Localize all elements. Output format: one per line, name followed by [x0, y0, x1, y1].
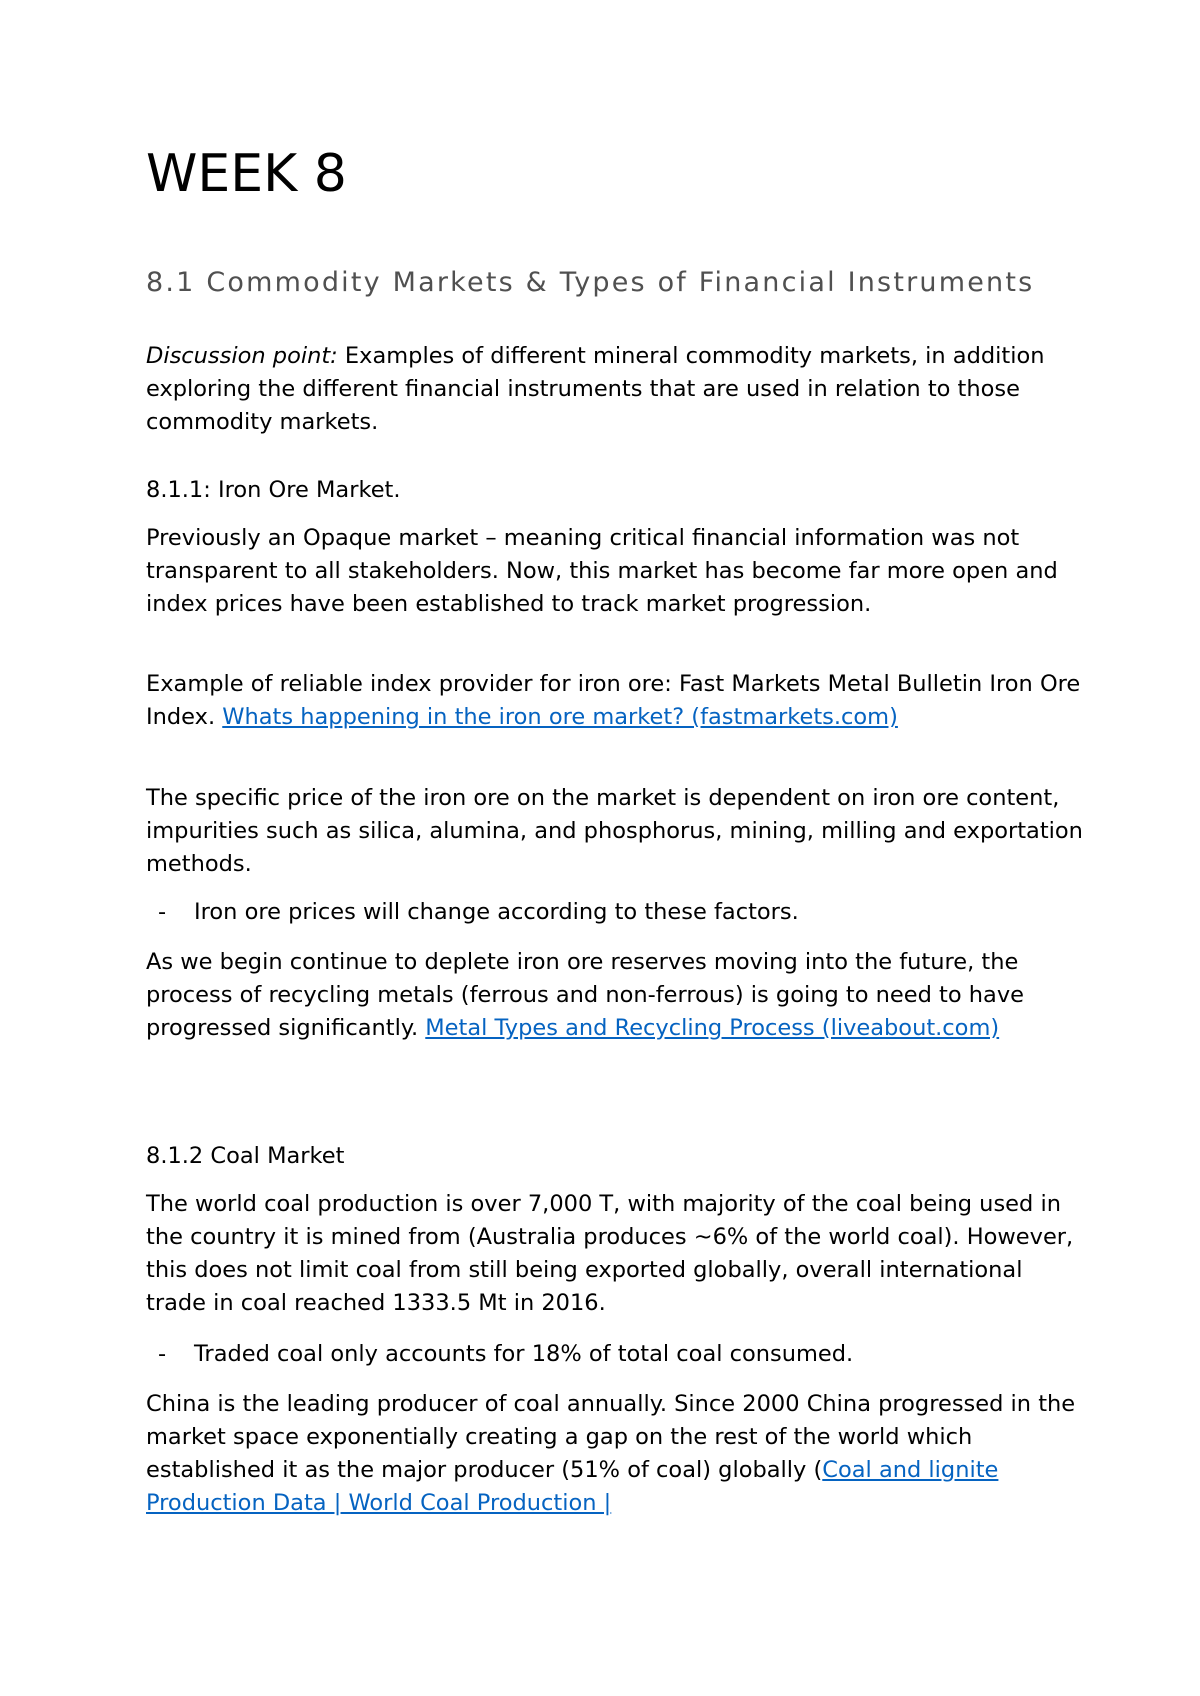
discussion-text: Examples of different mineral commodity markets, in addition exploring the different financial instruments that are used in relation to those commodity markets.	[146, 343, 1045, 435]
section-heading: 8.1 Commodity Markets & Types of Financial Instruments	[146, 267, 1035, 298]
iron-ore-paragraph-2	[146, 668, 1086, 734]
coal-paragraph-2-text: China is the leading producer of coal annually. Since 2000 China progressed in the market space exponentially creating a gap on the rest of the world which established it as the major producer (51% of coal) globally (	[146, 1391, 1076, 1483]
week-title: WEEK 8	[146, 144, 347, 204]
iron-ore-paragraph-2-text: Example of reliable index provider for iron ore: Fast Markets Metal Bulletin Iron Ore Index.	[146, 671, 1081, 730]
iron-ore-bullet-text: Iron ore prices will change according to these factors.	[194, 899, 799, 925]
coal-heading: 8.1.2 Coal Market	[146, 1143, 345, 1169]
discussion-label: Discussion point:	[146, 343, 338, 369]
coal-paragraph-2	[146, 1388, 1086, 1520]
coal-paragraph-1: The world coal production is over 7,000 T, with majority of the coal being used in the country it is mined from (Australia produces ~6% of the world coal). However, this does not limit coal from still being exported globally, overall international trade in coal reached 1333.5 Mt in 2016.	[146, 1191, 1074, 1316]
bullet-dash: -	[158, 899, 167, 925]
iron-ore-heading: 8.1.1: Iron Ore Market.	[146, 477, 401, 503]
iron-ore-paragraph-4-text: As we begin continue to deplete iron ore reserves moving into the future, the process of recycling metals (ferrous and non-ferrous) is going to need to have progressed significantly.	[146, 949, 1024, 1041]
bullet-dash: -	[158, 1341, 167, 1367]
coal-bullet-text: Traded coal only accounts for 18% of total coal consumed.	[194, 1341, 854, 1367]
discussion-paragraph	[146, 340, 1086, 439]
iron-ore-paragraph-4	[146, 946, 1086, 1045]
coal-production-link[interactable]: Coal and lignite Production Data | World Coal Production |	[146, 1457, 999, 1516]
iron-ore-paragraph-3: The specific price of the iron ore on the market is dependent on iron ore content, impurities such as silica, alumina, and phosphorus, mining, milling and exportation methods.	[146, 785, 1083, 877]
iron-ore-paragraph-1: Previously an Opaque market – meaning critical financial information was not transparent to all stakeholders. Now, this market has become far more open and index prices have been established to track market progression.	[146, 525, 1058, 617]
fastmarkets-link[interactable]: Whats happening in the iron ore market? (fastmarkets.com)	[222, 704, 898, 730]
liveabout-link[interactable]: Metal Types and Recycling Process (liveabout.com)	[425, 1015, 1000, 1041]
